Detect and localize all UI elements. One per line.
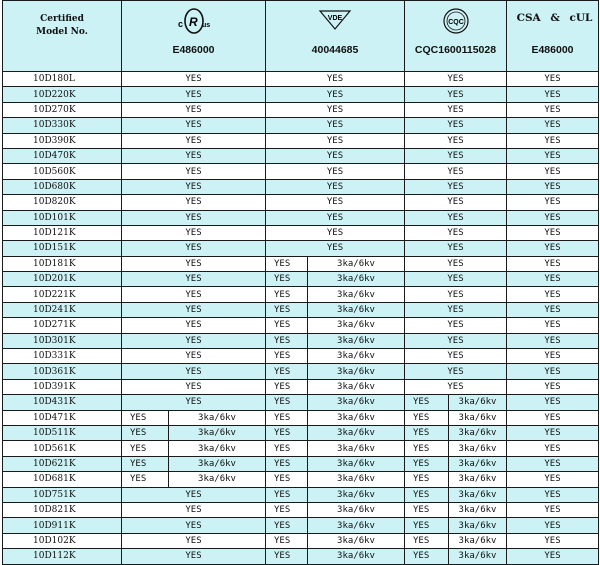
vde-cell: YES (266, 395, 308, 410)
ul-logo-c: c (177, 19, 183, 29)
model-cell: 10D112K (3, 549, 122, 564)
ul-cell: YES (122, 179, 266, 194)
vde-surge-cell: 3ka/6kv (308, 487, 405, 502)
csa-cell: YES (507, 72, 599, 87)
vde-cell: YES (266, 195, 405, 210)
cqc-cell: YES (405, 472, 449, 487)
vde-cell: YES (266, 425, 308, 440)
table-row (3, 349, 599, 364)
cqc-cell: YES (405, 225, 507, 240)
certification-sheet (2, 0, 598, 565)
ul-cell: YES (122, 87, 266, 102)
cqc-cell: YES (405, 241, 507, 256)
ul-cell: YES (122, 287, 266, 302)
ul-cell: YES (122, 72, 266, 87)
vde-surge-cell: 3ka/6kv (308, 549, 405, 564)
table-row (3, 302, 599, 317)
cqc-cell: YES (405, 118, 507, 133)
ul-cell: YES (122, 195, 266, 210)
model-cell: 10D470K (3, 148, 122, 163)
vde-cell: YES (266, 241, 405, 256)
cqc-surge-cell: 3ka/6kv (449, 502, 507, 517)
cqc-cell: YES (405, 379, 507, 394)
csa-cell: YES (507, 364, 599, 379)
cqc-surge-cell: 3ka/6kv (449, 518, 507, 533)
vde-cell: YES (266, 118, 405, 133)
csa-cell: YES (507, 410, 599, 425)
cqc-cell: YES (405, 179, 507, 194)
model-cell: 10D391K (3, 379, 122, 394)
cqc-surge-cell: 3ka/6kv (449, 472, 507, 487)
ul-cell: YES (122, 241, 266, 256)
csa-cell: YES (507, 302, 599, 317)
ul-cell: YES (122, 148, 266, 163)
table-row (3, 487, 599, 502)
ul-cell: YES (122, 225, 266, 240)
cqc-surge-cell: 3ka/6kv (449, 533, 507, 548)
table-row (3, 395, 599, 410)
ul-surge-cell: 3ka/6kv (169, 441, 266, 456)
vde-cell: YES (266, 72, 405, 87)
table-row (3, 472, 599, 487)
model-cell: 10D621K (3, 456, 122, 471)
table-row (3, 333, 599, 348)
vde-cert-number: 40044685 (311, 44, 359, 56)
table-row (3, 456, 599, 471)
cqc-cell: YES (405, 72, 507, 87)
cqc-cell: YES (405, 287, 507, 302)
vde-cell: YES (266, 333, 308, 348)
csa-cell: YES (507, 395, 599, 410)
cqc-logo-icon (405, 7, 506, 40)
ul-surge-cell: 3ka/6kv (169, 425, 266, 440)
table-row (3, 425, 599, 440)
ul-surge-cell: 3ka/6kv (169, 472, 266, 487)
table-row (3, 133, 599, 148)
model-cell: 10D560K (3, 164, 122, 179)
csa-cell: YES (507, 318, 599, 333)
ul-cert-number: E486000 (172, 44, 215, 56)
table-row (3, 87, 599, 102)
model-column-header (3, 1, 122, 72)
csa-column-header (507, 1, 599, 72)
csa-cell: YES (507, 472, 599, 487)
model-cell: 10D431K (3, 395, 122, 410)
cqc-cell: YES (405, 533, 449, 548)
vde-surge-cell: 3ka/6kv (308, 364, 405, 379)
ul-cell: YES (122, 210, 266, 225)
csa-cell: YES (507, 133, 599, 148)
model-cell: 10D821K (3, 502, 122, 517)
vde-surge-cell: 3ka/6kv (308, 272, 405, 287)
vde-surge-cell: 3ka/6kv (308, 333, 405, 348)
vde-cell: YES (266, 302, 308, 317)
cqc-cell: YES (405, 502, 449, 517)
table-row (3, 410, 599, 425)
table-row (3, 148, 599, 163)
vde-logo-text: VDE (327, 15, 343, 22)
model-cell: 10D561K (3, 441, 122, 456)
model-cell: 10D511K (3, 425, 122, 440)
table-row (3, 549, 599, 564)
model-cell: 10D471K (3, 410, 122, 425)
ul-cell: YES (122, 333, 266, 348)
csa-cell: YES (507, 118, 599, 133)
table-row (3, 118, 599, 133)
table-row (3, 225, 599, 240)
vde-surge-cell: 3ka/6kv (308, 256, 405, 271)
ul-logo-icon (122, 7, 265, 40)
ul-surge-cell: 3ka/6kv (169, 410, 266, 425)
table-row (3, 164, 599, 179)
ul-cell: YES (122, 164, 266, 179)
cqc-column-header (405, 1, 507, 72)
ul-cell: YES (122, 302, 266, 317)
table-row (3, 256, 599, 271)
table-row (3, 195, 599, 210)
model-cell: 10D220K (3, 87, 122, 102)
csa-cell: YES (507, 349, 599, 364)
table-row (3, 364, 599, 379)
vde-cell: YES (266, 179, 405, 194)
cqc-cell: YES (405, 364, 507, 379)
ul-cell: YES (122, 533, 266, 548)
model-cell: 10D911K (3, 518, 122, 533)
vde-cell: YES (266, 164, 405, 179)
vde-cell: YES (266, 287, 308, 302)
cqc-surge-cell: 3ka/6kv (449, 441, 507, 456)
vde-surge-cell: 3ka/6kv (308, 318, 405, 333)
vde-cell: YES (266, 487, 308, 502)
csa-cell: YES (507, 241, 599, 256)
cqc-cell: YES (405, 425, 449, 440)
cqc-logo-text: CQC (447, 19, 464, 26)
cqc-cell: YES (405, 164, 507, 179)
csa-cell: YES (507, 210, 599, 225)
table-row (3, 441, 599, 456)
csa-cell: YES (507, 195, 599, 210)
cqc-cell: YES (405, 133, 507, 148)
csa-cell: YES (507, 533, 599, 548)
vde-cell: YES (266, 148, 405, 163)
vde-cell: YES (266, 318, 308, 333)
cqc-cell: YES (405, 272, 507, 287)
vde-cell: YES (266, 349, 308, 364)
ul-logo-us: us (201, 22, 210, 29)
csa-cell: YES (507, 148, 599, 163)
vde-surge-cell: 3ka/6kv (308, 472, 405, 487)
cqc-cell: YES (405, 456, 449, 471)
vde-cell: YES (266, 225, 405, 240)
cqc-cell: YES (405, 518, 449, 533)
table-row (3, 379, 599, 394)
csa-cell: YES (507, 272, 599, 287)
csa-cell: YES (507, 518, 599, 533)
vde-cell: YES (266, 456, 308, 471)
table-row (3, 272, 599, 287)
ul-cell: YES (122, 272, 266, 287)
ul-cell: YES (122, 102, 266, 117)
cqc-surge-cell: 3ka/6kv (449, 425, 507, 440)
cqc-cert-number: CQC1600115028 (414, 44, 497, 56)
vde-cell: YES (266, 518, 308, 533)
model-cell: 10D301K (3, 333, 122, 348)
ul-cell: YES (122, 487, 266, 502)
table-row (3, 518, 599, 533)
table-row (3, 102, 599, 117)
cqc-cell: YES (405, 210, 507, 225)
vde-surge-cell: 3ka/6kv (308, 379, 405, 394)
table-row (3, 287, 599, 302)
csa-cell: YES (507, 225, 599, 240)
vde-surge-cell: 3ka/6kv (308, 287, 405, 302)
ul-cell: YES (122, 441, 169, 456)
model-cell: 10D820K (3, 195, 122, 210)
csa-cell: YES (507, 487, 599, 502)
cqc-cell: YES (405, 148, 507, 163)
model-cell: 10D241K (3, 302, 122, 317)
vde-logo-icon (266, 7, 404, 36)
model-cell: 10D121K (3, 225, 122, 240)
csa-cell: YES (507, 333, 599, 348)
csa-cell: YES (507, 179, 599, 194)
vde-cell: YES (266, 379, 308, 394)
ul-cell: YES (122, 549, 266, 564)
ul-column-header (122, 1, 266, 72)
ul-cell: YES (122, 118, 266, 133)
vde-cell: YES (266, 472, 308, 487)
cqc-cell: YES (405, 102, 507, 117)
ul-cell: YES (122, 472, 169, 487)
csa-cell: YES (507, 549, 599, 564)
ul-cell: YES (122, 133, 266, 148)
vde-cell: YES (266, 256, 308, 271)
vde-column-header (266, 1, 405, 72)
ul-cell: YES (122, 256, 266, 271)
vde-surge-cell: 3ka/6kv (308, 425, 405, 440)
cqc-cell: YES (405, 195, 507, 210)
csa-cell: YES (507, 425, 599, 440)
csa-cell: YES (507, 379, 599, 394)
ul-cell: YES (122, 395, 266, 410)
vde-cell: YES (266, 441, 308, 456)
vde-surge-cell: 3ka/6kv (308, 441, 405, 456)
model-cell: 10D361K (3, 364, 122, 379)
table-row (3, 241, 599, 256)
model-cell: 10D151K (3, 241, 122, 256)
csa-cell: YES (507, 441, 599, 456)
model-cell: 10D331K (3, 349, 122, 364)
cqc-surge-cell: 3ka/6kv (449, 395, 507, 410)
vde-surge-cell: 3ka/6kv (308, 410, 405, 425)
ul-cell: YES (122, 349, 266, 364)
ul-cell: YES (122, 456, 169, 471)
model-cell: 10D221K (3, 287, 122, 302)
vde-surge-cell: 3ka/6kv (308, 502, 405, 517)
model-cell: 10D681K (3, 472, 122, 487)
csa-cell: YES (507, 256, 599, 271)
table-row (3, 533, 599, 548)
model-cell: 10D201K (3, 272, 122, 287)
vde-surge-cell: 3ka/6kv (308, 533, 405, 548)
cqc-cell: YES (405, 549, 449, 564)
model-cell: 10D680K (3, 179, 122, 194)
vde-cell: YES (266, 87, 405, 102)
model-cell: 10D102K (3, 533, 122, 548)
cqc-surge-cell: 3ka/6kv (449, 410, 507, 425)
cqc-surge-cell: 3ka/6kv (449, 456, 507, 471)
csa-cell: YES (507, 87, 599, 102)
ul-cell: YES (122, 364, 266, 379)
cqc-surge-cell: 3ka/6kv (449, 549, 507, 564)
model-header-line1: Certified (40, 14, 84, 24)
cqc-cell: YES (405, 410, 449, 425)
vde-surge-cell: 3ka/6kv (308, 518, 405, 533)
table-row (3, 502, 599, 517)
cqc-cell: YES (405, 487, 449, 502)
table-row (3, 318, 599, 333)
ul-cell: YES (122, 425, 169, 440)
csa-cell: YES (507, 164, 599, 179)
vde-surge-cell: 3ka/6kv (308, 349, 405, 364)
model-cell: 10D270K (3, 102, 122, 117)
model-cell: 10D390K (3, 133, 122, 148)
ul-cell: YES (122, 502, 266, 517)
vde-cell: YES (266, 502, 308, 517)
ul-cell: YES (122, 410, 169, 425)
model-cell: 10D330K (3, 118, 122, 133)
ul-cell: YES (122, 318, 266, 333)
header-row (3, 1, 599, 72)
vde-cell: YES (266, 272, 308, 287)
cqc-cell: YES (405, 441, 449, 456)
vde-cell: YES (266, 410, 308, 425)
ul-cell: YES (122, 518, 266, 533)
cqc-cell: YES (405, 395, 449, 410)
vde-cell: YES (266, 364, 308, 379)
vde-surge-cell: 3ka/6kv (308, 395, 405, 410)
table-row (3, 179, 599, 194)
vde-surge-cell: 3ka/6kv (308, 302, 405, 317)
vde-cell: YES (266, 102, 405, 117)
csa-cell: YES (507, 456, 599, 471)
model-cell: 10D181K (3, 256, 122, 271)
model-cell: 10D101K (3, 210, 122, 225)
certification-table (2, 0, 599, 565)
vde-cell: YES (266, 133, 405, 148)
csa-cell: YES (507, 502, 599, 517)
ul-cell: YES (122, 379, 266, 394)
model-cell: 10D180L (3, 72, 122, 87)
csa-cell: YES (507, 102, 599, 117)
cqc-cell: YES (405, 318, 507, 333)
model-header-line2: Model No. (36, 27, 88, 37)
ul-logo-r: R (188, 15, 198, 29)
table-row (3, 210, 599, 225)
csa-title: CSA & cUL (516, 12, 593, 24)
ul-surge-cell: 3ka/6kv (169, 456, 266, 471)
cqc-cell: YES (405, 256, 507, 271)
vde-cell: YES (266, 549, 308, 564)
table-row (3, 72, 599, 87)
model-cell: 10D271K (3, 318, 122, 333)
vde-cell: YES (266, 533, 308, 548)
cqc-surge-cell: 3ka/6kv (449, 487, 507, 502)
csa-cell: YES (507, 287, 599, 302)
cqc-cell: YES (405, 87, 507, 102)
cqc-cell: YES (405, 349, 507, 364)
model-cell: 10D751K (3, 487, 122, 502)
vde-surge-cell: 3ka/6kv (308, 456, 405, 471)
cqc-cell: YES (405, 333, 507, 348)
cqc-cell: YES (405, 302, 507, 317)
vde-cell: YES (266, 210, 405, 225)
csa-cert-number: E486000 (531, 44, 574, 56)
